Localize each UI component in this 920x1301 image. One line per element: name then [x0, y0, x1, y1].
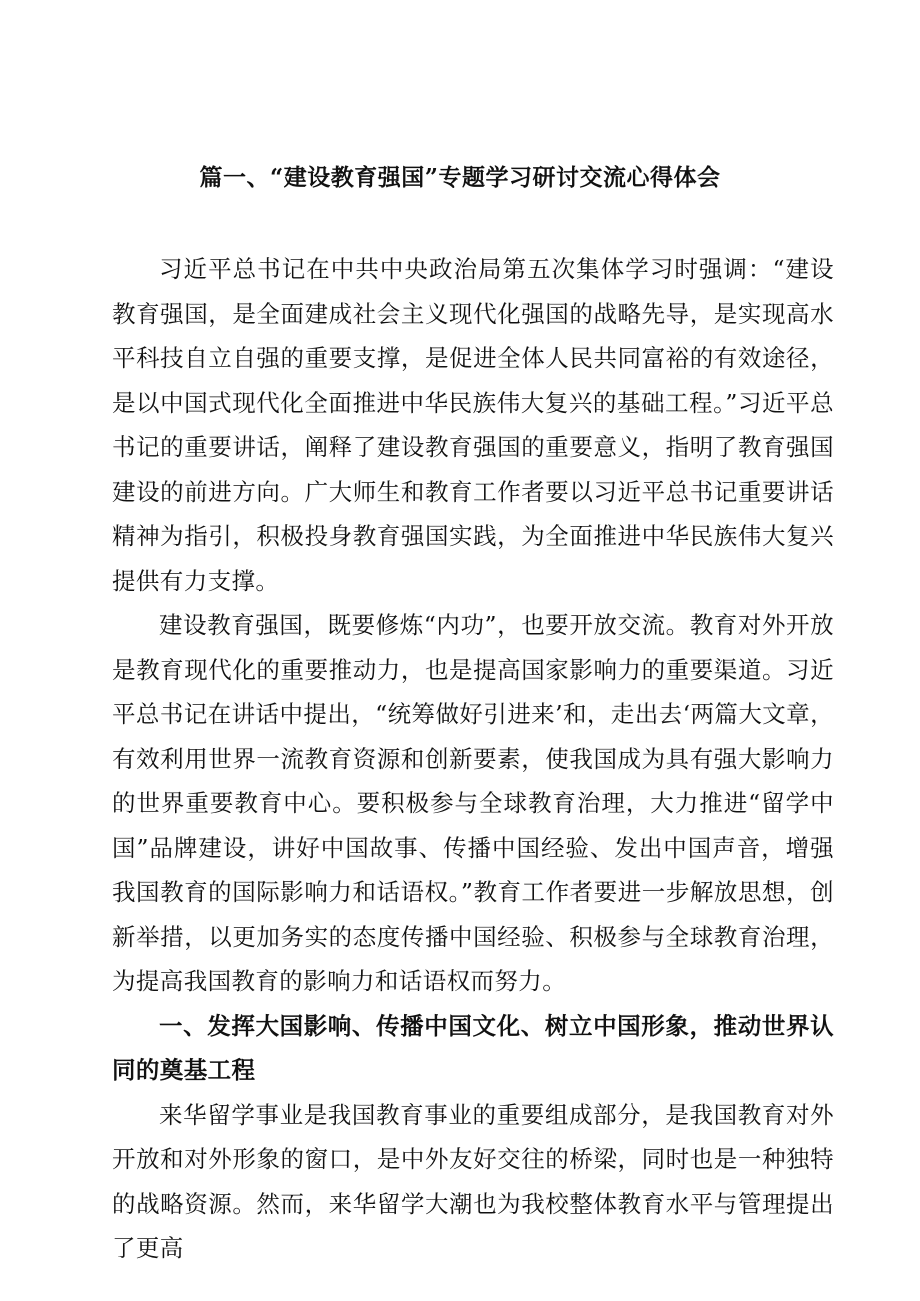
paragraph-opening-up: 建设教育强国，既要修炼“内功”，也要开放交流。教育对外开放是教育现代化的重要推动力，也是提高国家影响力的重要渠道。习近平总书记在讲话中提出，“统筹做好引进来’和，走出去‘两篇大文章，有效利用世界一流教育资源和创新要素，使我国成为具有强大影响力的世界重要教育中心。要积极参与全球教育治理，大力推进“留学中国”品牌建设，讲好中国故事、传播中国经验、发出中国声音，增强我国教育的国际影响力和话语权。”教育工作者要进一步解放思想，创新举措，以更加务实的态度传播中国经验、积极参与全球教育治理，为提高我国教育的影响力和话语权而努力。 [112, 611, 834, 995]
paragraph-intro: 习近平总书记在中共中央政治局第五次集体学习时强调：“建设教育强国，是全面建成社会主义现代化强国的战略先导，是实现高水平科技自立自强的重要支撑，是促进全体人民共同富裕的有效途径，是以中国式现代化全面推进中华民族伟大复兴的基础工程。”习近平总书记的重要讲话，阐释了建设教育强国的重要意义，指明了教育强国建设的前进方向。广大师生和教育工作者要以习近平总书记重要讲话精神为指引，积极投身教育强国实践，为全面推进中华民族伟大复兴提供有力支撑。 [112, 255, 834, 595]
section-heading-1: 一、发挥大国影响、传播中国文化、树立中国形象，推动世界认同的奠基工程 [112, 1011, 834, 1084]
paragraph-study-in-china: 来华留学事业是我国教育事业的重要组成部分，是我国教育对外开放和对外形象的窗口，是中外友好交往的桥梁，同时也是一种独特的战略资源。然而，来华留学大潮也为我校整体教育水平与管理提出了更高 [112, 1100, 834, 1262]
document-title: 篇一、“建设教育强国”专题学习研讨交流心得体会 [199, 164, 721, 191]
document-body [112, 247, 834, 1271]
